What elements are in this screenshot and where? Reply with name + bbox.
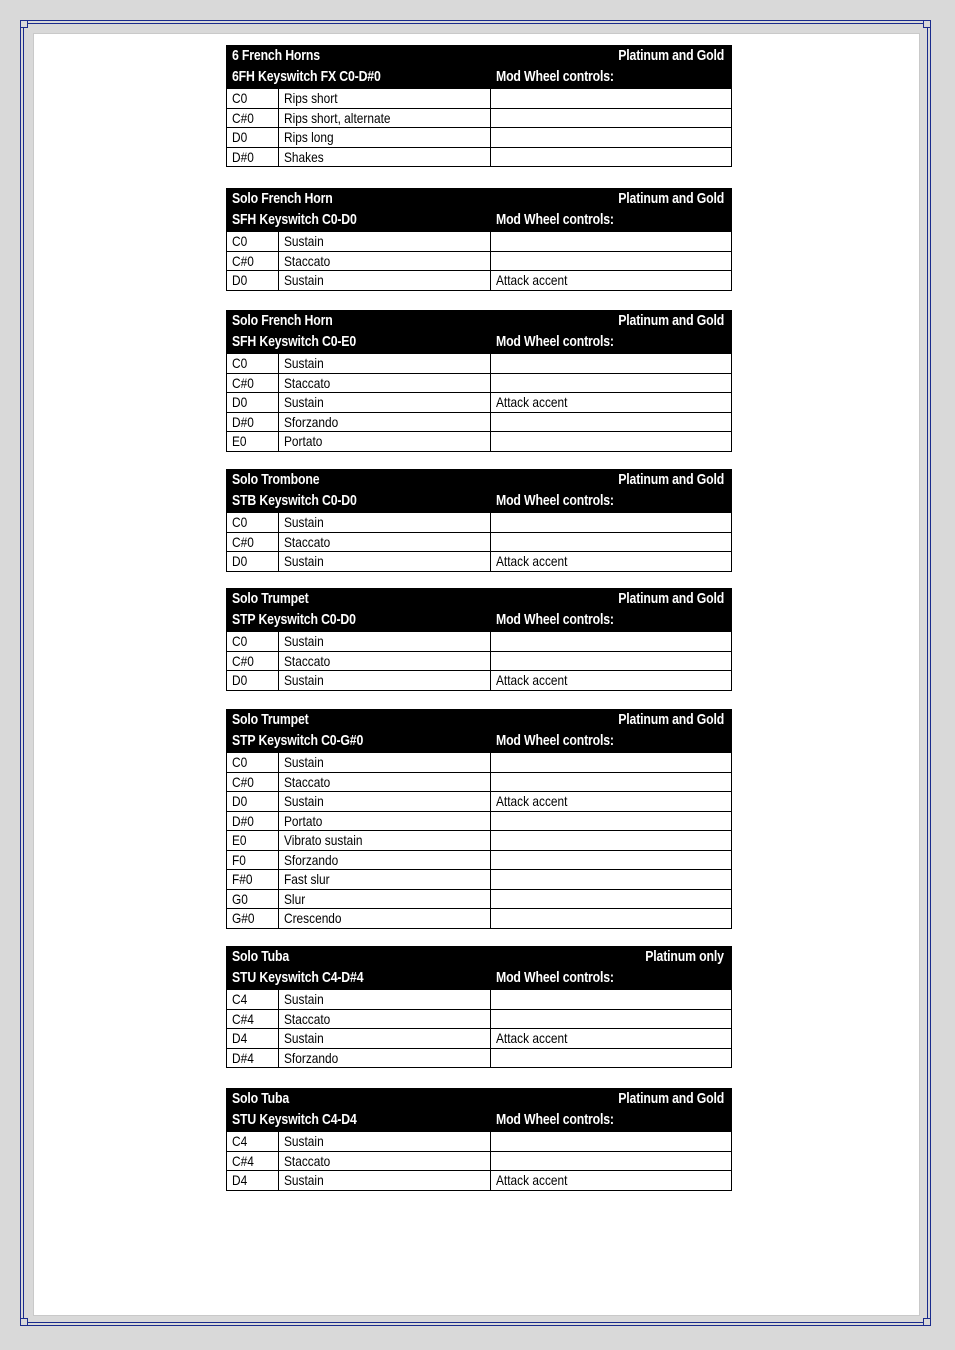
key-cell [227,1049,279,1068]
key-cell-text: C#0 [232,374,254,391]
table-row [226,1029,732,1049]
mod-wheel-label: Mod Wheel controls: [496,611,614,628]
table-row [226,671,732,691]
table-row [226,393,732,413]
articulation-cell-text: Staccato [284,374,331,391]
articulation-cell [279,1152,491,1171]
edition-label: Platinum and Gold [618,590,724,607]
table-row [226,513,732,533]
key-cell-text: D4 [232,1172,248,1188]
articulation-cell [279,393,491,412]
key-cell [227,831,279,850]
articulation-cell [279,1132,491,1151]
articulation-cell [279,812,491,831]
key-cell [227,870,279,889]
key-cell [227,552,279,571]
key-cell-text: E0 [232,433,247,449]
mod-wheel-cell [491,990,731,1009]
articulation-cell [279,374,491,393]
key-cell-text: D0 [232,553,248,569]
key-cell-text: D0 [232,272,248,288]
mod-wheel-cell [491,232,731,251]
articulation-cell-text: Sustain [284,633,324,649]
key-cell-text: G#0 [232,910,255,926]
articulation-cell [279,232,491,251]
key-cell-text: D0 [232,793,248,809]
mod-wheel-cell-text: Attack accent [496,672,568,688]
mod-wheel-cell [491,393,731,412]
edition-label: Platinum and Gold [618,312,724,329]
mod-wheel-cell-text: Attack accent [496,272,568,288]
mod-wheel-cell [491,870,731,889]
key-cell [227,773,279,792]
mod-wheel-cell-text: Attack accent [496,793,568,809]
mod-wheel-cell-text: Attack accent [496,553,568,569]
articulation-cell-text: Sustain [284,754,324,770]
keyswitch-range: STU Keyswitch C4-D#4 [232,969,364,986]
articulation-cell [279,1029,491,1048]
articulation-cell [279,1010,491,1029]
keyswitch-range: 6FH Keyswitch FX C0-D#0 [232,68,381,85]
articulation-cell [279,513,491,532]
articulation-cell [279,851,491,870]
key-cell-text: D#0 [232,148,254,165]
articulation-cell-text: Sforzando [284,1049,339,1066]
instrument-title: 6 French Horns [232,47,320,64]
table-row [226,354,732,374]
keyswitch-table [226,946,732,1068]
keyswitch-table [226,45,732,167]
articulation-cell [279,552,491,571]
mod-wheel-cell [491,831,731,850]
articulation-cell-text: Sustain [284,672,324,688]
table-row [226,1010,732,1030]
articulation-cell-text: Fast slur [284,871,330,887]
mod-wheel-cell [491,890,731,909]
key-cell-text: D#0 [232,413,254,430]
table-header [226,709,732,753]
key-cell-text: D#0 [232,812,254,829]
keyswitch-table [226,188,732,291]
table-header [226,469,732,513]
mod-wheel-cell [491,632,731,651]
articulation-cell [279,109,491,128]
table-row [226,792,732,812]
mod-wheel-cell [491,89,731,108]
articulation-cell [279,128,491,147]
key-cell-text: D4 [232,1030,248,1046]
articulation-cell [279,909,491,928]
key-cell [227,148,279,167]
articulation-cell [279,533,491,552]
instrument-title: Solo French Horn [232,190,333,207]
mod-wheel-cell [491,533,731,552]
mod-wheel-cell [491,413,731,432]
articulation-cell-text: Sustain [284,1133,324,1149]
table-row [226,1152,732,1172]
keyswitch-range: STP Keyswitch C0-D0 [232,611,356,628]
key-cell [227,393,279,412]
key-cell [227,513,279,532]
key-cell-text: C0 [232,90,248,106]
articulation-cell-text: Sustain [284,1030,324,1046]
mod-wheel-cell [491,753,731,772]
key-cell-text: C#0 [232,533,254,550]
key-cell-text: C#0 [232,252,254,269]
mod-wheel-label: Mod Wheel controls: [496,1111,614,1128]
mod-wheel-cell-text: Attack accent [496,1030,568,1046]
mod-wheel-cell [491,812,731,831]
mod-wheel-cell [491,909,731,928]
table-row [226,753,732,773]
instrument-title: Solo Trombone [232,471,320,488]
key-cell-text: D0 [232,129,248,145]
key-cell [227,1010,279,1029]
key-cell-text: C0 [232,233,248,249]
key-cell [227,1132,279,1151]
keyswitch-range: STP Keyswitch C0-G#0 [232,732,364,749]
articulation-cell-text: Slur [284,890,306,907]
table-row [226,271,732,291]
articulation-cell [279,671,491,690]
key-cell-text: C0 [232,355,248,371]
mod-wheel-label: Mod Wheel controls: [496,969,614,986]
articulation-cell [279,354,491,373]
mod-wheel-cell [491,148,731,167]
key-cell [227,812,279,831]
articulation-cell-text: Rips short [284,90,338,106]
articulation-cell [279,413,491,432]
mod-wheel-label: Mod Wheel controls: [496,68,614,85]
key-cell-text: C#4 [232,1152,254,1169]
table-row [226,870,732,890]
key-cell-text: C4 [232,1133,248,1149]
key-cell [227,432,279,451]
table-row [226,632,732,652]
table-row [226,413,732,433]
keyswitch-table [226,310,732,452]
table-row [226,552,732,572]
key-cell-text: C0 [232,514,248,530]
key-cell [227,271,279,290]
instrument-title: Solo Tuba [232,1090,290,1107]
articulation-cell [279,792,491,811]
key-cell-text: D0 [232,672,248,688]
articulation-cell-text: Sforzando [284,413,339,430]
articulation-cell-text: Staccato [284,533,331,550]
articulation-cell [279,753,491,772]
mod-wheel-label: Mod Wheel controls: [496,732,614,749]
key-cell [227,533,279,552]
articulation-cell [279,432,491,451]
instrument-title: Solo French Horn [232,312,333,329]
table-row [226,232,732,252]
key-cell [227,252,279,271]
table-row [226,851,732,871]
table-row [226,432,732,452]
articulation-cell-text: Sustain [284,553,324,569]
articulation-cell [279,831,491,850]
articulation-cell-text: Sustain [284,991,324,1007]
articulation-cell-text: Vibrato sustain [284,832,363,848]
articulation-cell-text: Sustain [284,394,324,410]
table-row [226,909,732,929]
table-row [226,128,732,148]
articulation-cell-text: Staccato [284,652,331,669]
key-cell-text: C0 [232,754,248,770]
articulation-cell [279,773,491,792]
articulation-cell [279,890,491,909]
key-cell-text: C4 [232,991,248,1007]
key-cell-text: F#0 [232,871,253,887]
articulation-cell-text: Staccato [284,1152,331,1169]
key-cell [227,792,279,811]
key-cell-text: F0 [232,851,246,868]
articulation-cell [279,89,491,108]
mod-wheel-cell [491,671,731,690]
mod-wheel-cell [491,1029,731,1048]
articulation-cell [279,870,491,889]
instrument-title: Solo Trumpet [232,590,309,607]
mod-wheel-cell [491,128,731,147]
key-cell [227,109,279,128]
mod-wheel-cell [491,1132,731,1151]
key-cell-text: C#4 [232,1010,254,1027]
table-row [226,1171,732,1191]
key-cell [227,89,279,108]
table-row [226,89,732,109]
key-cell-text: D#4 [232,1049,254,1066]
mod-wheel-label: Mod Wheel controls: [496,211,614,228]
mod-wheel-cell [491,792,731,811]
articulation-cell [279,271,491,290]
articulation-cell-text: Sustain [284,233,324,249]
keyswitch-table [226,709,732,929]
key-cell [227,909,279,928]
mod-wheel-cell [491,1171,731,1190]
key-cell-text: G0 [232,890,248,907]
articulation-cell [279,990,491,1009]
keyswitch-range: STU Keyswitch C4-D4 [232,1111,357,1128]
key-cell [227,990,279,1009]
mod-wheel-cell [491,252,731,271]
edition-label: Platinum and Gold [618,471,724,488]
articulation-cell-text: Portato [284,812,323,829]
articulation-cell-text: Sustain [284,355,324,371]
articulation-cell-text: Sustain [284,793,324,809]
corner-ornament-top-left [20,20,28,28]
key-cell-text: D0 [232,394,248,410]
corner-ornament-bottom-right [923,1318,931,1326]
key-cell [227,1152,279,1171]
corner-ornament-top-right [923,20,931,28]
articulation-cell-text: Sustain [284,514,324,530]
table-row [226,109,732,129]
key-cell [227,1029,279,1048]
table-row [226,533,732,553]
edition-label: Platinum only [645,948,724,965]
table-header [226,1088,732,1132]
table-header [226,310,732,354]
keyswitch-range: SFH Keyswitch C0-E0 [232,333,357,350]
table-row [226,252,732,272]
articulation-cell-text: Sforzando [284,851,339,868]
table-row [226,652,732,672]
keyswitch-table [226,1088,732,1191]
edition-label: Platinum and Gold [618,190,724,207]
articulation-cell-text: Sustain [284,1172,324,1188]
articulation-cell [279,1049,491,1068]
articulation-cell [279,252,491,271]
key-cell-text: C0 [232,633,248,649]
edition-label: Platinum and Gold [618,47,724,64]
key-cell [227,232,279,251]
mod-wheel-cell [491,354,731,373]
table-row [226,990,732,1010]
table-row [226,773,732,793]
keyswitch-table [226,469,732,572]
key-cell [227,632,279,651]
table-header [226,588,732,632]
articulation-cell [279,1171,491,1190]
mod-wheel-cell-text: Attack accent [496,1172,568,1188]
table-row [226,890,732,910]
key-cell-text: E0 [232,832,247,848]
mod-wheel-label: Mod Wheel controls: [496,492,614,509]
key-cell-text: C#0 [232,773,254,790]
mod-wheel-cell [491,513,731,532]
mod-wheel-cell [491,652,731,671]
mod-wheel-cell [491,1049,731,1068]
mod-wheel-cell [491,552,731,571]
articulation-cell-text: Staccato [284,1010,331,1027]
articulation-cell-text: Staccato [284,773,331,790]
mod-wheel-cell [491,1152,731,1171]
table-header [226,188,732,232]
corner-ornament-bottom-left [20,1318,28,1326]
instrument-title: Solo Tuba [232,948,290,965]
key-cell [227,128,279,147]
articulation-cell-text: Sustain [284,272,324,288]
mod-wheel-cell [491,374,731,393]
key-cell [227,374,279,393]
table-header [226,946,732,990]
keyswitch-range: STB Keyswitch C0-D0 [232,492,357,509]
articulation-cell-text: Staccato [284,252,331,269]
keyswitch-table [226,588,732,691]
table-header [226,45,732,89]
key-cell [227,851,279,870]
articulation-cell-text: Shakes [284,148,324,165]
mod-wheel-cell [491,432,731,451]
articulation-cell-text: Portato [284,433,323,449]
instrument-title: Solo Trumpet [232,711,309,728]
keyswitch-range: SFH Keyswitch C0-D0 [232,211,357,228]
articulation-cell-text: Crescendo [284,910,342,926]
mod-wheel-cell [491,1010,731,1029]
articulation-cell-text: Rips short, alternate [284,109,391,126]
key-cell [227,671,279,690]
table-row [226,148,732,168]
mod-wheel-label: Mod Wheel controls: [496,333,614,350]
articulation-cell [279,632,491,651]
mod-wheel-cell [491,109,731,128]
mod-wheel-cell [491,773,731,792]
mod-wheel-cell [491,271,731,290]
key-cell [227,1171,279,1190]
key-cell-text: C#0 [232,652,254,669]
mod-wheel-cell [491,851,731,870]
articulation-cell [279,148,491,167]
table-row [226,812,732,832]
edition-label: Platinum and Gold [618,1090,724,1107]
key-cell [227,413,279,432]
key-cell-text: C#0 [232,109,254,126]
table-row [226,1132,732,1152]
key-cell [227,652,279,671]
key-cell [227,753,279,772]
key-cell [227,890,279,909]
articulation-cell-text: Rips long [284,129,334,145]
table-row [226,831,732,851]
table-row [226,1049,732,1069]
edition-label: Platinum and Gold [618,711,724,728]
key-cell [227,354,279,373]
mod-wheel-cell-text: Attack accent [496,394,568,410]
table-row [226,374,732,394]
articulation-cell [279,652,491,671]
